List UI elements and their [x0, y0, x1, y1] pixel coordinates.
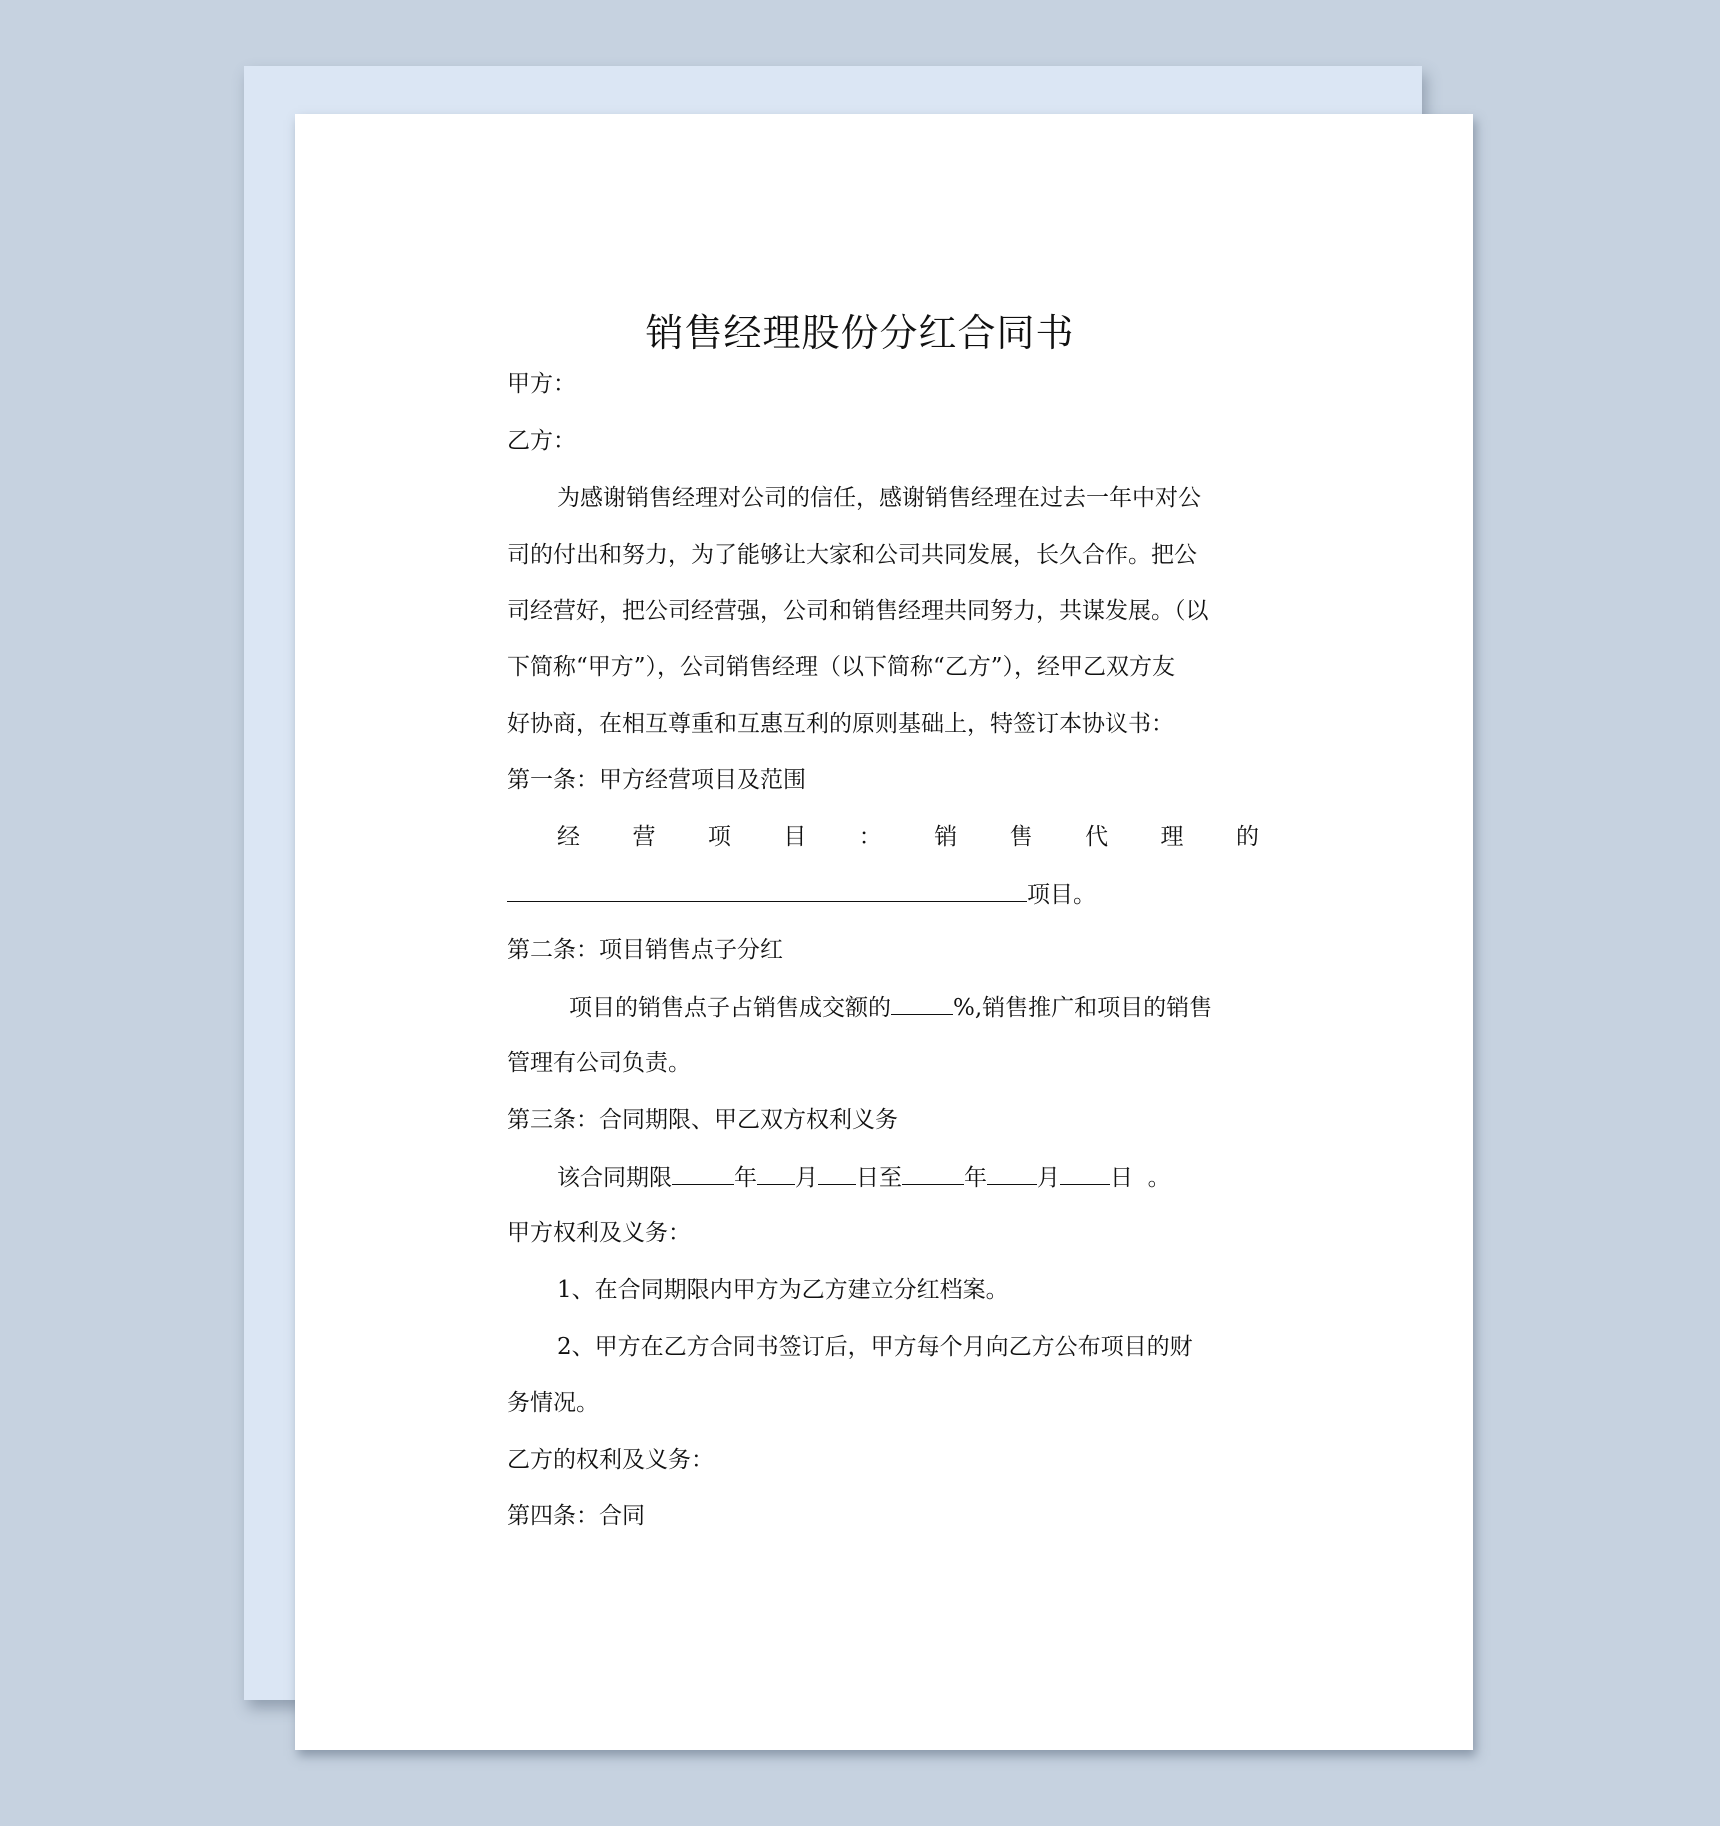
term-prefix: 该合同期限 [557, 1165, 672, 1191]
preamble-line: 下简称“甲方”），公司销售经理（以下简称“乙方”），经甲乙双方友 [507, 654, 1176, 680]
party-a-rights-item1: 1、在合同期限内甲方为乙方建立分红档案。 [557, 1277, 1009, 1303]
scope-char: 理 [1160, 824, 1184, 850]
party-a-rights-item2: 2、甲方在乙方合同书签订后，甲方每个月向乙方公布项目的财 [557, 1334, 1193, 1360]
scope-char: 的 [1235, 824, 1259, 850]
article2-heading: 第二条：项目销售点子分红 [507, 937, 783, 963]
scope-char: ： [858, 824, 882, 850]
scope-char: 营 [632, 824, 656, 850]
party-b-rights-heading: 乙方的权利及义务： [507, 1447, 714, 1473]
party-a-label: 甲方： [507, 371, 576, 397]
scope-char: 售 [1009, 824, 1033, 850]
percent-blank[interactable] [891, 992, 953, 1015]
month-label: 月 [795, 1165, 818, 1191]
preamble-line: 为感谢销售经理对公司的信任，感谢销售经理在过去一年中对公 [557, 485, 1201, 511]
month-label: 月 [1037, 1165, 1060, 1191]
article1-scope-line [507, 822, 1259, 852]
article2-share-line [507, 992, 1259, 1022]
project-blank[interactable] [507, 879, 1027, 902]
preamble-line: 好协商，在相互尊重和互惠互利的原则基础上，特签订本协议书： [507, 711, 1174, 737]
end-month-blank[interactable] [987, 1162, 1037, 1185]
end-day-blank[interactable] [1060, 1162, 1110, 1185]
start-month-blank[interactable] [757, 1162, 795, 1185]
article3-heading: 第三条：合同期限、甲乙双方权利义务 [507, 1107, 898, 1133]
scope-char: 代 [1085, 824, 1109, 850]
scope-char: 目 [783, 824, 807, 850]
preamble-line: 司经营好，把公司经营强，公司和销售经理共同努力，共谋发展。（以 [507, 598, 1209, 624]
end-year-blank[interactable] [902, 1162, 964, 1185]
year-label: 年 [964, 1165, 987, 1191]
day-to-label: 日至 [856, 1165, 902, 1191]
scope-char: 经 [557, 824, 580, 850]
party-a-rights-item2-cont: 务情况。 [507, 1390, 599, 1416]
article1-heading: 第一条：甲方经营项目及范围 [507, 767, 806, 793]
document-title: 销售经理股份分红合同书 [645, 311, 1075, 355]
article4-heading: 第四条：合同 [507, 1503, 645, 1529]
party-a-rights-heading: 甲方权利及义务： [507, 1220, 691, 1246]
scope-char: 项 [707, 824, 731, 850]
party-b-label: 乙方： [507, 428, 576, 454]
article2-line2: 管理有公司负责。 [507, 1050, 691, 1076]
project-suffix: 项目。 [1027, 882, 1096, 908]
article1-project-line [507, 879, 1259, 909]
share-prefix: 项目的销售点子占销售成交额的 [569, 995, 891, 1021]
contract-term-line [507, 1162, 1259, 1192]
start-day-blank[interactable] [818, 1162, 856, 1185]
share-suffix: %,销售推广和项目的销售 [953, 995, 1213, 1021]
term-end: 。 [1147, 1165, 1171, 1191]
year-label: 年 [734, 1165, 757, 1191]
scope-char: 销 [934, 824, 958, 850]
start-year-blank[interactable] [672, 1162, 734, 1185]
day-label: 日 [1110, 1165, 1133, 1191]
preamble-line: 司的付出和努力，为了能够让大家和公司共同发展，长久合作。把公 [507, 542, 1197, 568]
